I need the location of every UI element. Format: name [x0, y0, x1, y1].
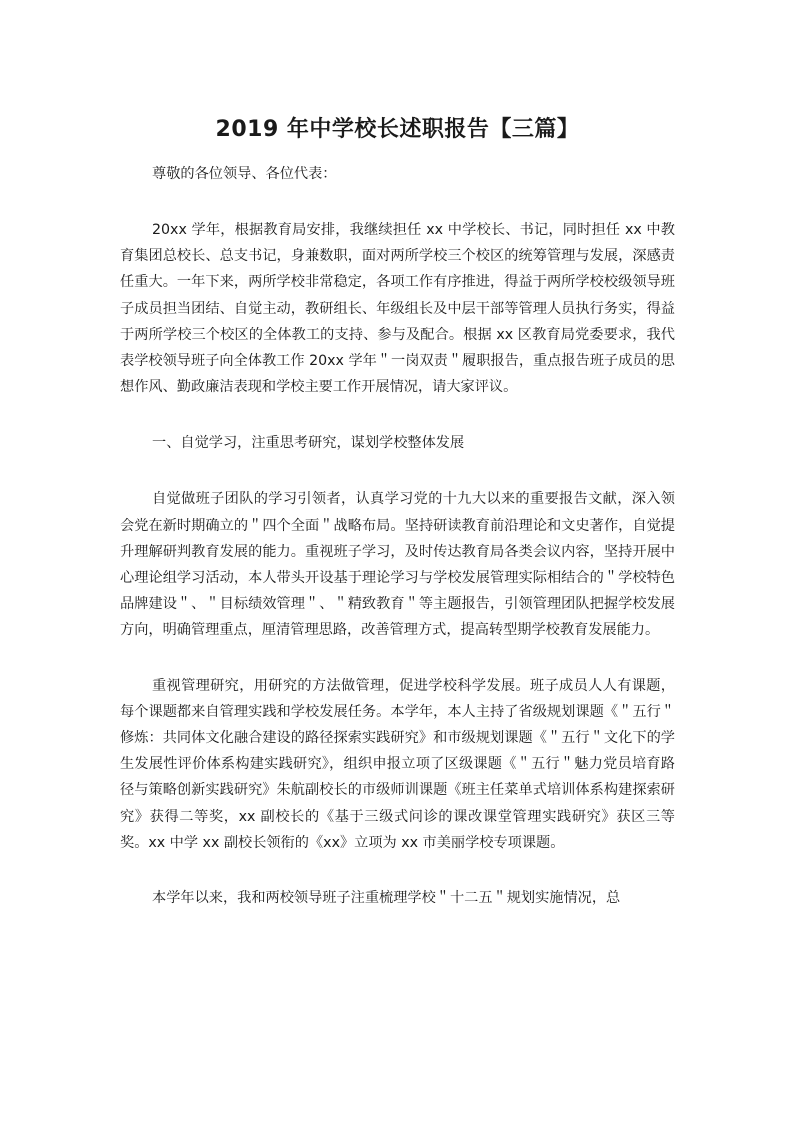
paragraph-intro: 20xx 学年，根据教育局安排，我继续担任 xx 中学校长、书记，同时担任 xx 中教育集团总校长、总支书记，身兼数职，面对两所学校三个校区的统筹管理与发展，深感责任重大。一年下来，两所学校非常稳定，各项工作有序推进，得益于两所学校校级领导班子成员担当团结、自觉主动，教研组长、年级组长及中层干部等管理人员执行务实，得益于两所学校三个校区的全体教工的支持、参与及配合。根据 xx 区教育局党委要求，我代表学校领导班子向全体教工作 20xx 学年＂一岗双责＂履职报告，重点报告班子成员的思想作风、勤政廉洁表现和学校主要工作开展情况，请大家评议。	[120, 222, 675, 396]
section-heading-1: 一、自觉学习，注重思考研究，谋划学校整体发展	[152, 435, 465, 452]
document-title: 2019 年中学校长述职报告【三篇】	[215, 117, 580, 142]
paragraph-research: 重视管理研究，用研究的方法做管理，促进学校科学发展。班子成员人人有课题，每个课题都来自管理实践和学校发展任务。本学年，本人主持了省级规划课题《＂五行＂修炼：共同体文化融合建设的路径探索实践研究》和市级规划课题《＂五行＂文化下的学生发展性评价体系构建实践研究》，组织申报立项了区级课题《＂五行＂魅力党员培育路径与策略创新实践研究》朱航副校长的市级师训课题《班主任菜单式培训体系构建探索研究》获得二等奖，xx 副校长的《基于三级式问诊的课改课堂管理实践研究》获区三等奖。xx 中学 xx 副校长领衔的《xx》立项为 xx 市美丽学校专项课题。	[120, 677, 675, 851]
salutation: 尊敬的各位领导、各位代表：	[152, 166, 337, 182]
paragraph-planning: 本学年以来，我和两校领导班子注重梳理学校＂十二五＂规划实施情况，总	[152, 890, 621, 907]
document-page	[120, 110, 675, 940]
paragraph-study: 自觉做班子团队的学习引领者，认真学习党的十九大以来的重要报告文献，深入领会党在新时期确立的＂四个全面＂战略布局。坚持研读教育前沿理论和文史著作，自觉提升理解研判教育发展的能力。重视班子学习，及时传达教育局各类会议内容，坚持开展中心理论组学习活动，本人带头开设基于理论学习与学校发展管理实际相结合的＂学校特色品牌建设＂、＂目标绩效管理＂、＂精致教育＂等主题报告，引领管理团队把握学校发展方向，明确管理重点，厘清管理思路，改善管理方式，提高转型期学校教育发展能力。	[120, 491, 675, 639]
